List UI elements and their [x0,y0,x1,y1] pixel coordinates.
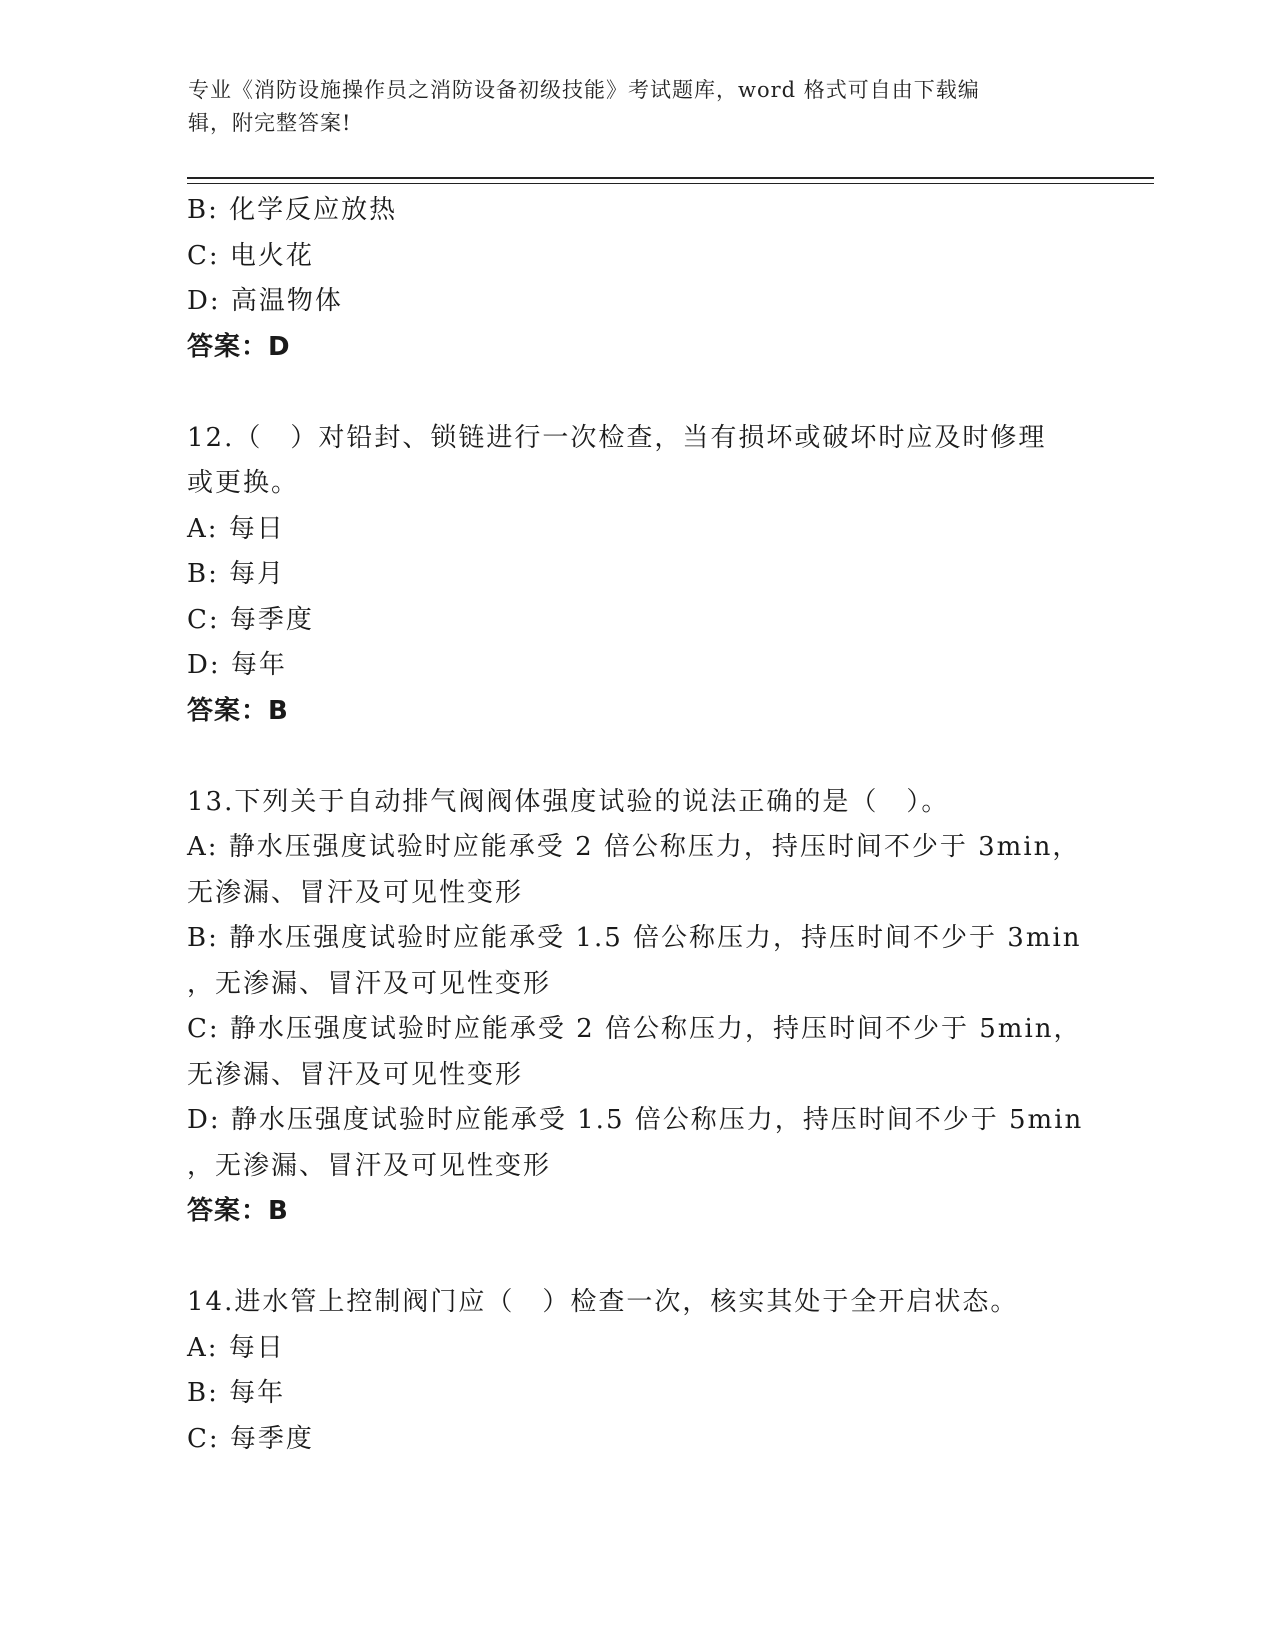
header-divider [187,177,1154,184]
header-line-2: 辑，附完整答案! [188,111,352,135]
option-c: C: 静水压强度试验时应能承受 2 倍公称压力，持压时间不少于 5min， [187,1014,1082,1044]
option-c-cont: 无渗漏、冒汗及可见性变形 [187,1059,524,1090]
option-d: D: 高温物体 [187,286,343,316]
question-13 [187,780,1087,1235]
option-c: C: 电火花 [187,240,314,271]
option-d: D: 每年 [187,650,287,680]
option-b-cont: ，无渗漏、冒汗及可见性变形 [187,968,552,999]
option-a: A: 每日 [187,513,285,544]
answer: 答案：D [187,331,291,362]
question-text: 14.进水管上控制阀门应（ ）检查一次，核实其处于全开启状态。 [187,1287,1019,1317]
question-text: 12.（ ）对铅封、锁链进行一次检查，当有损坏或破坏时应及时修理 [187,422,1047,453]
option-b: B: 静水压强度试验时应能承受 1.5 倍公称压力，持压时间不少于 3min [187,923,1082,953]
spacer [187,734,1087,780]
option-d: D: 静水压强度试验时应能承受 1.5 倍公称压力，持压时间不少于 5min [187,1105,1084,1135]
question-text-cont: 或更换。 [187,468,300,498]
option-a: A: 每日 [187,1332,285,1363]
question-content [187,188,1087,1462]
spacer [187,370,1087,416]
question-12 [187,416,1087,735]
option-b: B: 每年 [187,1378,286,1408]
page-header [188,74,1068,140]
question-14 [187,1280,1087,1462]
question-11-tail [187,188,1087,370]
header-line-1: 专业《消防设施操作员之消防设备初级技能》考试题库，word 格式可自由下载编 [188,78,980,102]
option-b: B: 化学反应放热 [187,195,398,225]
option-c: C: 每季度 [187,604,314,635]
option-b: B: 每月 [187,559,286,589]
option-a-cont: 无渗漏、冒汗及可见性变形 [187,877,524,908]
option-d-cont: ，无渗漏、冒汗及可见性变形 [187,1150,552,1181]
question-text: 13.下列关于自动排气阀阀体强度试验的说法正确的是（ ）。 [187,786,950,817]
spacer [187,1235,1087,1281]
option-c: C: 每季度 [187,1423,314,1454]
option-a: A: 静水压强度试验时应能承受 2 倍公称压力，持压时间不少于 3min， [187,832,1081,862]
answer: 答案：B [187,695,289,726]
answer: 答案：B [187,1196,289,1226]
